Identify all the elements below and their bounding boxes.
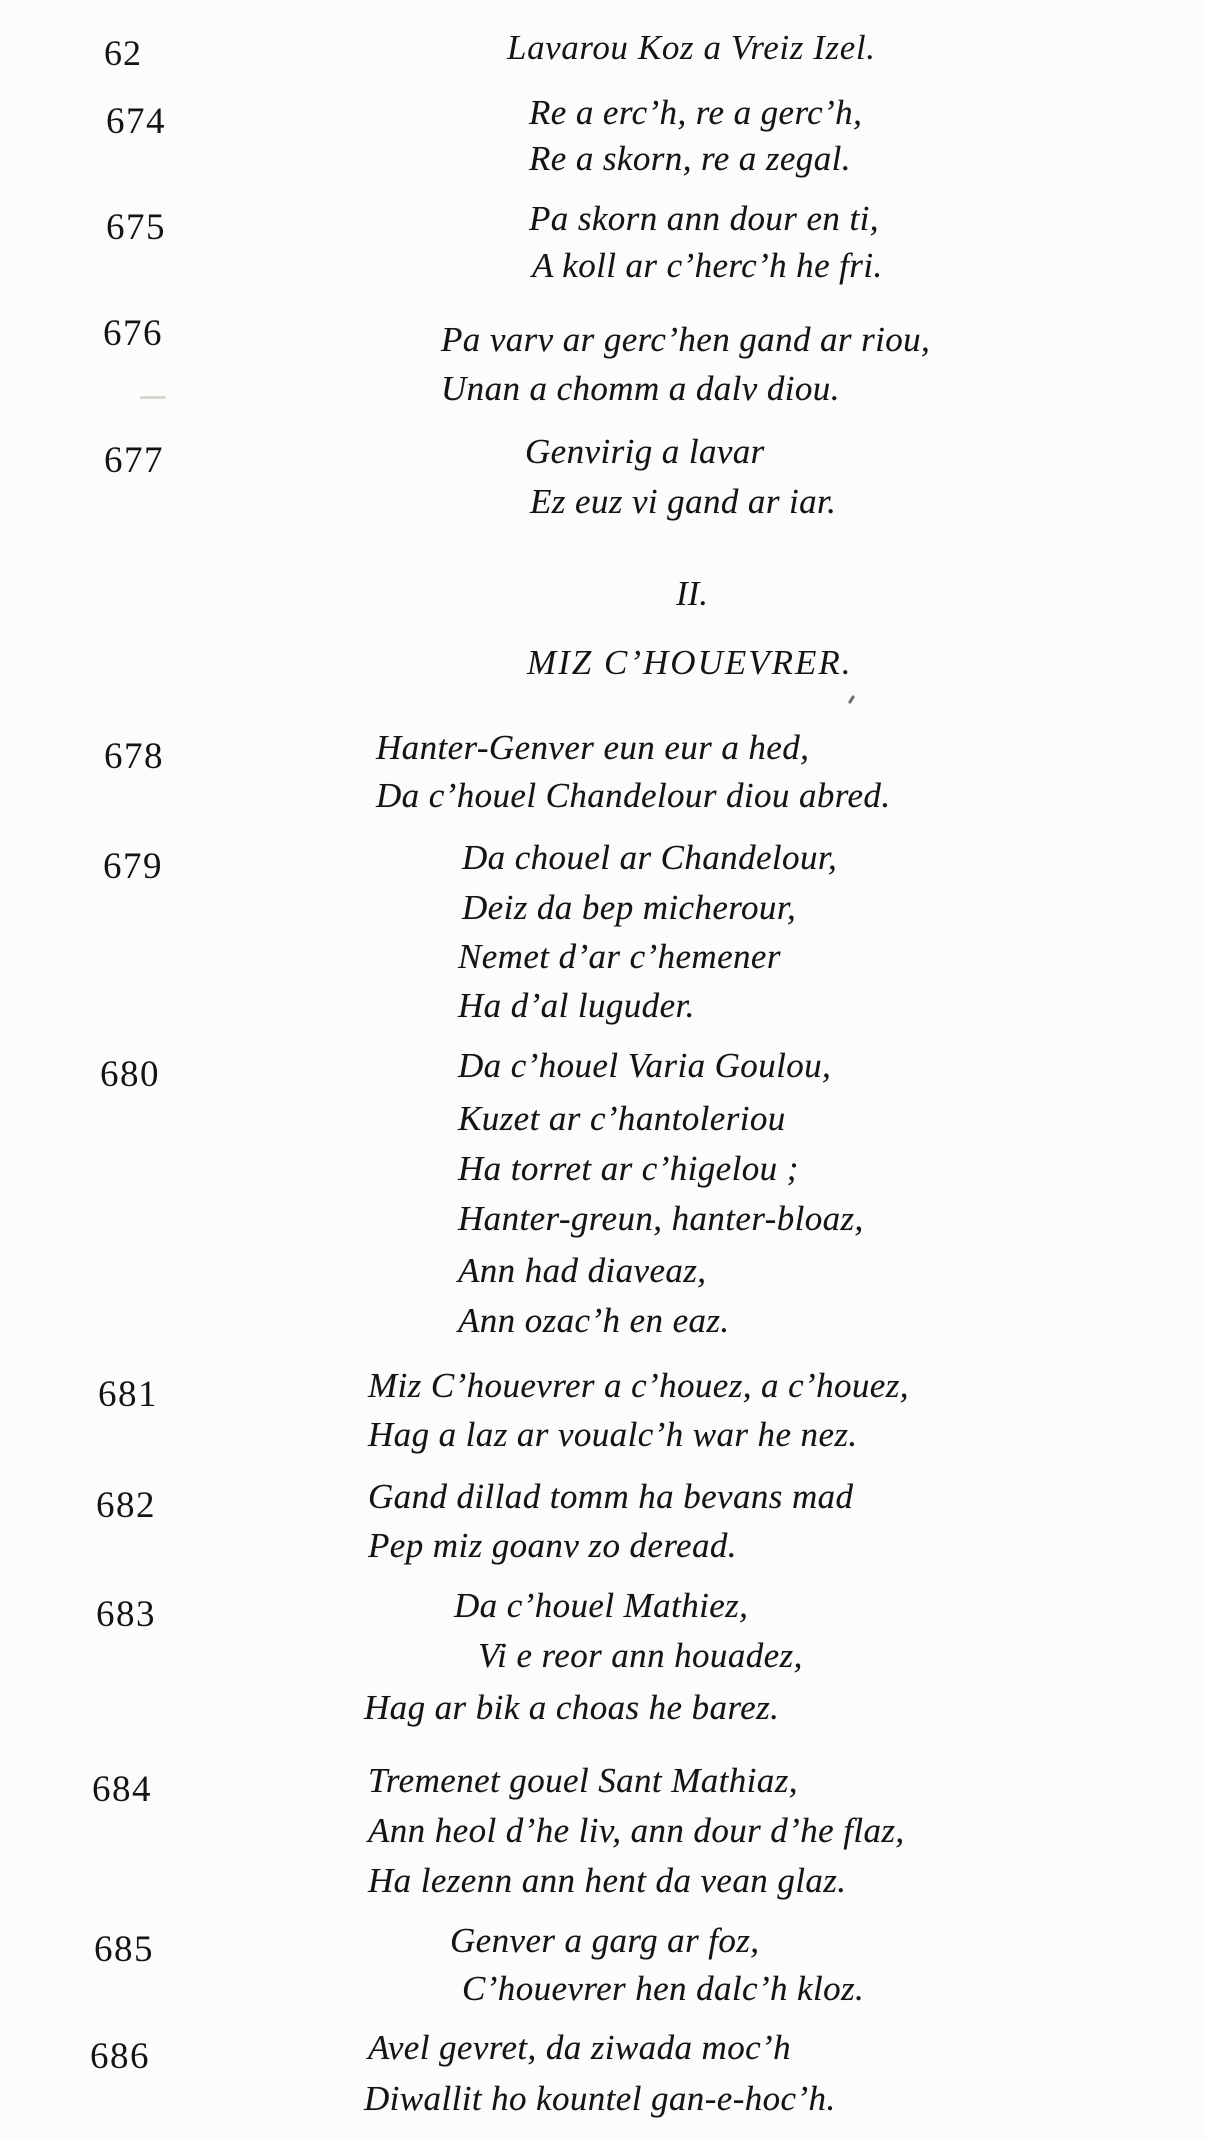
verse-line: Pep miz goanv zo deread. — [368, 1526, 737, 1565]
entry-number: 686 — [90, 2036, 150, 2077]
verse-line: Vi e reor ann houadez, — [478, 1636, 803, 1675]
verse-line: Genver a garg ar foz, — [450, 1921, 760, 1960]
section-title: MIZ C’HOUEVRER. — [527, 643, 853, 682]
entry-number: 682 — [96, 1485, 156, 1526]
section-numeral: II. — [676, 574, 709, 613]
entry-number: 685 — [94, 1929, 154, 1970]
running-title: Lavarou Koz a Vreiz Izel. — [507, 28, 876, 67]
entry-number: 674 — [106, 101, 166, 142]
verse-line: Ann had diaveaz, — [458, 1251, 707, 1290]
verse-line: Avel gevret, da ziwada moc’h — [368, 2028, 791, 2067]
verse-line: C’houevrer hen dalc’h kloz. — [462, 1969, 865, 2008]
entry-number: 679 — [103, 846, 163, 887]
verse-line: Re a erc’h, re a gerc’h, — [529, 93, 863, 132]
verse-line: Ez euz vi gand ar iar. — [530, 482, 837, 521]
verse-line: Hag ar bik a choas he barez. — [364, 1688, 780, 1727]
print-artifact — [140, 396, 166, 399]
verse-line: Kuzet ar c’hantoleriou — [458, 1099, 786, 1138]
verse-line: Da c’houel Mathiez, — [454, 1586, 749, 1625]
verse-line: Deiz da bep micherour, — [462, 888, 797, 927]
entry-number: 675 — [106, 207, 166, 248]
verse-line: Miz C’houevrer a c’houez, a c’houez, — [368, 1366, 909, 1405]
verse-line: Da c’houel Chandelour diou abred. — [376, 776, 891, 815]
page-number: 62 — [104, 33, 142, 73]
verse-line: Unan a chomm a dalv diou. — [441, 369, 840, 408]
verse-line: Gand dillad tomm ha bevans mad — [368, 1477, 854, 1516]
verse-line: Ha lezenn ann hent da vean glaz. — [368, 1861, 847, 1900]
verse-line: Ha torret ar c’higelou ; — [458, 1149, 799, 1188]
entry-number: 684 — [92, 1769, 152, 1810]
entry-number: 680 — [100, 1054, 160, 1095]
verse-line: Ann ozac’h en eaz. — [458, 1301, 730, 1340]
entry-number: 681 — [98, 1374, 158, 1415]
entry-number: 678 — [104, 736, 164, 777]
verse-line: Hanter-greun, hanter-bloaz, — [458, 1199, 864, 1238]
entry-number: 683 — [96, 1594, 156, 1635]
verse-line: Hanter-Genver eun eur a hed, — [376, 728, 810, 767]
verse-line: Re a skorn, re a zegal. — [529, 139, 851, 178]
verse-line: Genvirig a lavar — [525, 432, 765, 471]
print-artifact — [848, 695, 855, 704]
verse-line: Ann heol d’he liv, ann dour d’he flaz, — [368, 1811, 905, 1850]
verse-line: Pa varv ar gerc’hen gand ar riou, — [441, 320, 931, 359]
entry-number: 677 — [104, 440, 164, 481]
verse-line: Ha d’al luguder. — [458, 986, 695, 1025]
verse-line: Diwallit ho kountel gan-e-hoc’h. — [364, 2079, 836, 2118]
entry-number: 676 — [103, 313, 163, 354]
verse-line: Da c’houel Varia Goulou, — [458, 1046, 832, 1085]
verse-line: Nemet d’ar c’hemener — [458, 937, 781, 976]
verse-line: A koll ar c’herc’h he fri. — [532, 246, 883, 285]
verse-line: Hag a laz ar voualc’h war he nez. — [368, 1415, 858, 1454]
verse-line: Pa skorn ann dour en ti, — [529, 199, 879, 238]
verse-line: Tremenet gouel Sant Mathiaz, — [368, 1761, 798, 1800]
verse-line: Da chouel ar Chandelour, — [462, 838, 838, 877]
